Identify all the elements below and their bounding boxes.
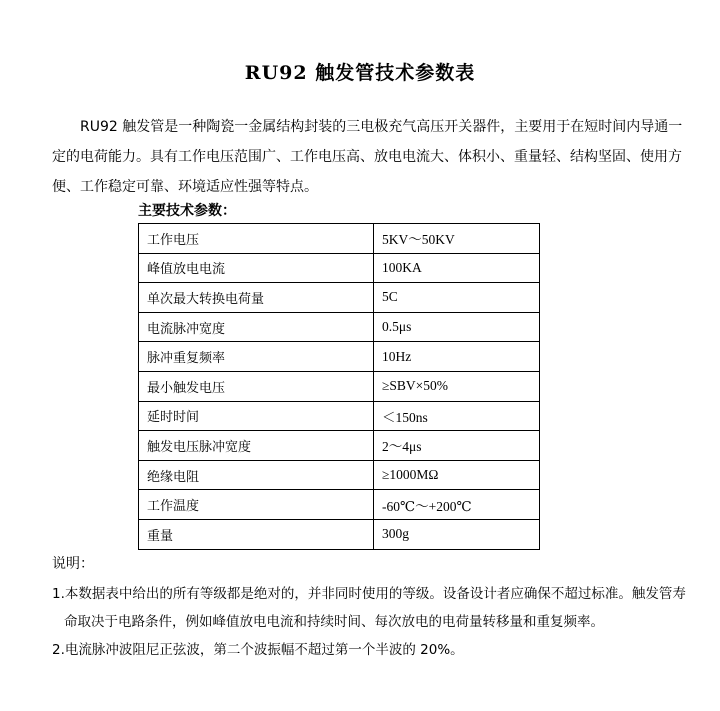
- table-row: [139, 253, 540, 283]
- table-row: [139, 312, 540, 342]
- param-name: 最小触发电压: [139, 371, 374, 401]
- param-value: 5KV～50KV: [374, 224, 540, 254]
- table-row: [139, 342, 540, 372]
- param-value: 2～4μs: [374, 431, 540, 461]
- param-name: 触发电压脉冲宽度: [139, 431, 374, 461]
- params-table: [138, 223, 540, 550]
- note-item: 1.本数据表中给出的所有等级都是绝对的，并非同时使用的等级。设备设计者应确保不超过标准。触发管寿命取决于电路条件，例如峰值放电电流和持续时间、每次放电的电荷量转移量和重复频率。: [52, 586, 686, 630]
- param-name: 单次最大转换电荷量: [139, 283, 374, 313]
- params-heading: 主要技术参数：: [138, 203, 236, 219]
- param-value: 100KA: [374, 253, 540, 283]
- param-value: ≥1000MΩ: [374, 460, 540, 490]
- notes-title: 说明：: [52, 556, 94, 572]
- table-row: [139, 460, 540, 490]
- table-row: [139, 224, 540, 254]
- table-row: [139, 283, 540, 313]
- note-item: 2.电流脉冲波阻尼正弦波，第二个波振幅不超过第一个半波的 20%。: [52, 642, 464, 658]
- table-row: [139, 431, 540, 461]
- page-title: RU92 触发管技术参数表: [244, 62, 476, 84]
- notes-list: [52, 580, 692, 664]
- param-name: 脉冲重复频率: [139, 342, 374, 372]
- param-name: 工作温度: [139, 490, 374, 520]
- table-row: [139, 371, 540, 401]
- param-name: 重量: [139, 519, 374, 549]
- param-value: ＜150ns: [374, 401, 540, 431]
- param-name: 绝缘电阻: [139, 460, 374, 490]
- param-value: 5C: [374, 283, 540, 313]
- intro-paragraph: RU92 触发管是一种陶瓷一金属结构封装的三电极充气高压开关器件，主要用于在短时间内导通一定的电荷能力。具有工作电压范围广、工作电压高、放电电流大、体积小、重量轻、结构坚固、使用方便、工作稳定可靠、环境适应性强等特点。: [52, 119, 683, 195]
- param-name: 电流脉冲宽度: [139, 312, 374, 342]
- table-row: [139, 519, 540, 549]
- table-row: [139, 490, 540, 520]
- table-row: [139, 401, 540, 431]
- param-value: 300g: [374, 519, 540, 549]
- param-name: 延时时间: [139, 401, 374, 431]
- param-value: 0.5μs: [374, 312, 540, 342]
- param-name: 工作电压: [139, 224, 374, 254]
- param-name: 峰值放电电流: [139, 253, 374, 283]
- param-value: ≥SBV×50%: [374, 371, 540, 401]
- param-value: 10Hz: [374, 342, 540, 372]
- param-value: -60℃～+200℃: [374, 490, 540, 520]
